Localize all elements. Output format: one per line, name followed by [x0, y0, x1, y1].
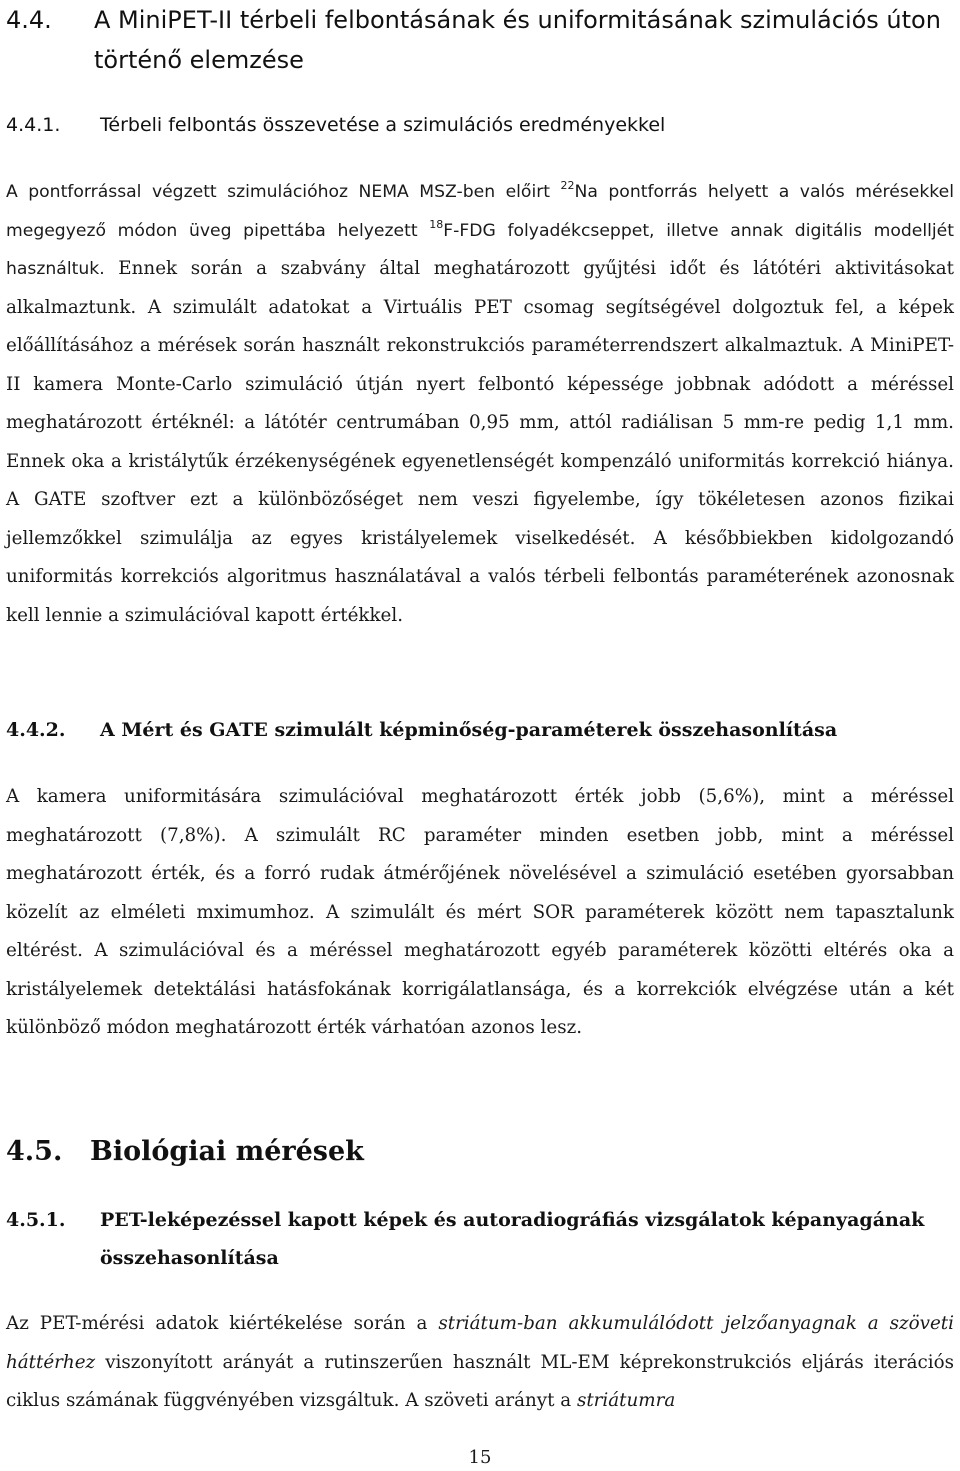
section-number: 4.4.	[6, 6, 52, 34]
para-text: Na pontforrás helyett a valós mérésekkel megegyező módon üveg pipettába helyezett	[6, 182, 954, 241]
section-title: Biológiai mérések	[90, 1136, 364, 1167]
section-number: 4.5.	[6, 1136, 63, 1167]
para-text: Ennek során a szabvány által meghatározott gyűjtési időt és látótéri aktivitásokat alkalmaztunk. A szimulált adatokat a Virtuális PET csomag segítségével dolgoztuk fel, a képek előállításához a mérések során használt rekonstrukciós paraméterrendszert alkalmaztuk. A MiniPET-II kamera Monte-Carlo szimuláció útján nyert felbontó képessége jobbnak adódott a méréssel meghatározott értéknél: a látótér centrumában 0,95 mm, attól radiálisan 5 mm-re pedig 1,1 mm. Ennek oka a kristálytűk érzékenységének egyenetlenségét kompenzáló uniformitás korrekció hiánya. A GATE szoftver ezt a különbözőséget nem veszi figyelembe, így tökéletesen azonos fizikai jellemzőkkel szimulálja az egyes kristályelemek viselkedését. A későbbiekben kidolgozandó uniformitás korrekciós algoritmus használatával a valós térbeli felbontás paraméterének azonosnak kell lennie a szimulációval kapott értékkel.	[6, 258, 954, 626]
isotope-mass-number: 22	[560, 179, 575, 192]
para-text: Az PET-mérési adatok kiértékelése során a	[6, 1313, 439, 1334]
paragraph-4-4-1	[6, 173, 954, 635]
subsection-number: 4.5.1.	[6, 1209, 66, 1231]
subsection-number: 4.4.1.	[6, 114, 61, 136]
paragraph-4-5-1	[6, 1305, 954, 1421]
paragraph-4-4-2: A kamera uniformitására szimulációval meghatározott érték jobb (5,6%), mint a méréssel meghatározott (7,8%). A szimulált RC paraméter minden esetben jobb, mint a méréssel meghatározott érték, és a forró rudak átmérőjének növelésével a szimuláció esetében gyorsabban közelít az elméleti mximumhoz. A szimulált és mért SOR paraméterek között nem tapasztalunk eltérést. A szimulációval és a méréssel meghatározott egyéb paraméterek közötti eltérés oka a kristályelemek detektálási hatásfokának korrigálatlansága, és a korrekciók elvégzése után a két különböző módon meghatározott érték várhatóan azonos lesz.	[6, 786, 954, 1038]
isotope-mass-number: 18	[429, 217, 444, 231]
para-text: A pontforrással végzett szimulációhoz NEMA MSZ-ben előirt	[6, 182, 561, 202]
subsection-title: PET-leképezéssel kapott képek és autoradiográfiás vizsgálatok képanyagának összehasonlítása	[100, 1209, 925, 1269]
para-text: F-FDG folyadékcseppet, illetve annak digitális modelljét használtuk.	[6, 220, 954, 279]
italic-term: striátum-ban akkumulálódott jelzőanyagnak a szöveti háttérhez	[6, 1313, 954, 1373]
para-text: viszonyított arányát a rutinszerűen használt ML-EM képrekonstrukciós eljárás iterációs ciklus számának függvényében vizsgáltuk. A szöveti arányt a	[6, 1351, 954, 1411]
italic-term: striátumra	[576, 1390, 676, 1411]
section-title: A MiniPET-II térbeli felbontásának és uniformitásának szimulációs úton történő elemzése	[94, 6, 941, 74]
subsection-title: Térbeli felbontás összevetése a szimulációs eredményekkel	[100, 114, 666, 136]
subsection-number: 4.4.2.	[6, 719, 66, 741]
page-number: 15	[468, 1447, 492, 1468]
subsection-title: A Mért és GATE szimulált képminőség-paraméterek összehasonlítása	[100, 719, 838, 741]
